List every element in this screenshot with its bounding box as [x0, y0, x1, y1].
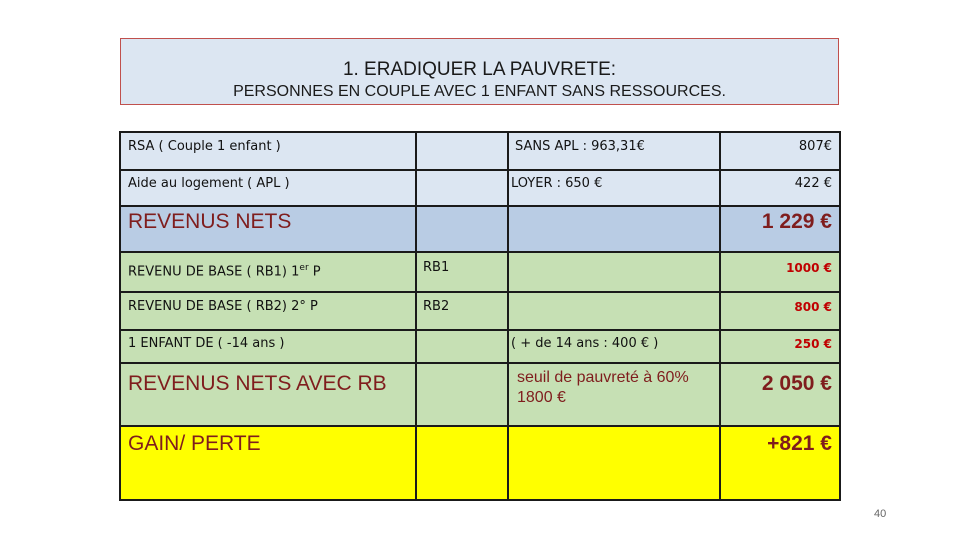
rb1-amount: 1000 € [721, 253, 839, 291]
seuil-pauvrete-note: seuil de pauvreté à 60% 1800 € [509, 364, 719, 425]
revenus-nets-note-cell [509, 207, 719, 251]
enfant-label: 1 ENFANT DE ( -14 ans ) [121, 331, 415, 362]
rb1-label-prefix: REVENU DE BASE ( RB1) 1 [128, 264, 300, 280]
slide-title: 1. ERADIQUER LA PAUVRETE: [342, 59, 617, 80]
enfant-note: ( + de 14 ans : 400 € ) [509, 331, 719, 362]
gain-perte-label: GAIN/ PERTE [121, 427, 415, 499]
revenus-nets-code-cell [417, 207, 507, 251]
rb1-label-suffix: P [308, 264, 321, 280]
title-box [120, 38, 839, 105]
enfant-amount: 250 € [721, 331, 839, 362]
rsa-amount: 807€ [721, 133, 839, 169]
gain-perte-code-cell [417, 427, 507, 499]
apl-code-cell [417, 171, 507, 205]
revenus-nets-amount: 1 229 € [721, 207, 839, 251]
revenus-nets-label: REVENUS NETS [121, 207, 415, 251]
apl-label: Aide au logement ( APL ) [121, 171, 415, 205]
rsa-note: SANS APL : 963,31€ [509, 133, 719, 169]
rsa-label: RSA ( Couple 1 enfant ) [121, 133, 415, 169]
rb1-code: RB1 [417, 253, 507, 291]
page-number: 40 [874, 508, 887, 520]
rb2-code: RB2 [417, 293, 507, 329]
gain-perte-note-cell [509, 427, 719, 499]
revenus-rb-amount: 2 050 € [721, 364, 839, 425]
gain-perte-amount: +821 € [721, 427, 839, 499]
revenus-rb-label: REVENUS NETS AVEC RB [121, 364, 415, 425]
budget-table [119, 131, 841, 501]
rb2-label: REVENU DE BASE ( RB2) 2° P [121, 293, 415, 329]
apl-amount: 422 € [721, 171, 839, 205]
apl-note: LOYER : 650 € [509, 171, 719, 205]
rb1-label-sup: er [299, 263, 309, 273]
rb1-note-cell [509, 253, 719, 291]
slide-subtitle: PERSONNES EN COUPLE AVEC 1 ENFANT SANS RESSOURCES. [233, 83, 726, 100]
rb1-label [121, 253, 415, 291]
rb2-note-cell [509, 293, 719, 329]
enfant-code-cell [417, 331, 507, 362]
revenus-rb-code-cell [417, 364, 507, 425]
rsa-code-cell [417, 133, 507, 169]
rb2-amount: 800 € [721, 293, 839, 329]
